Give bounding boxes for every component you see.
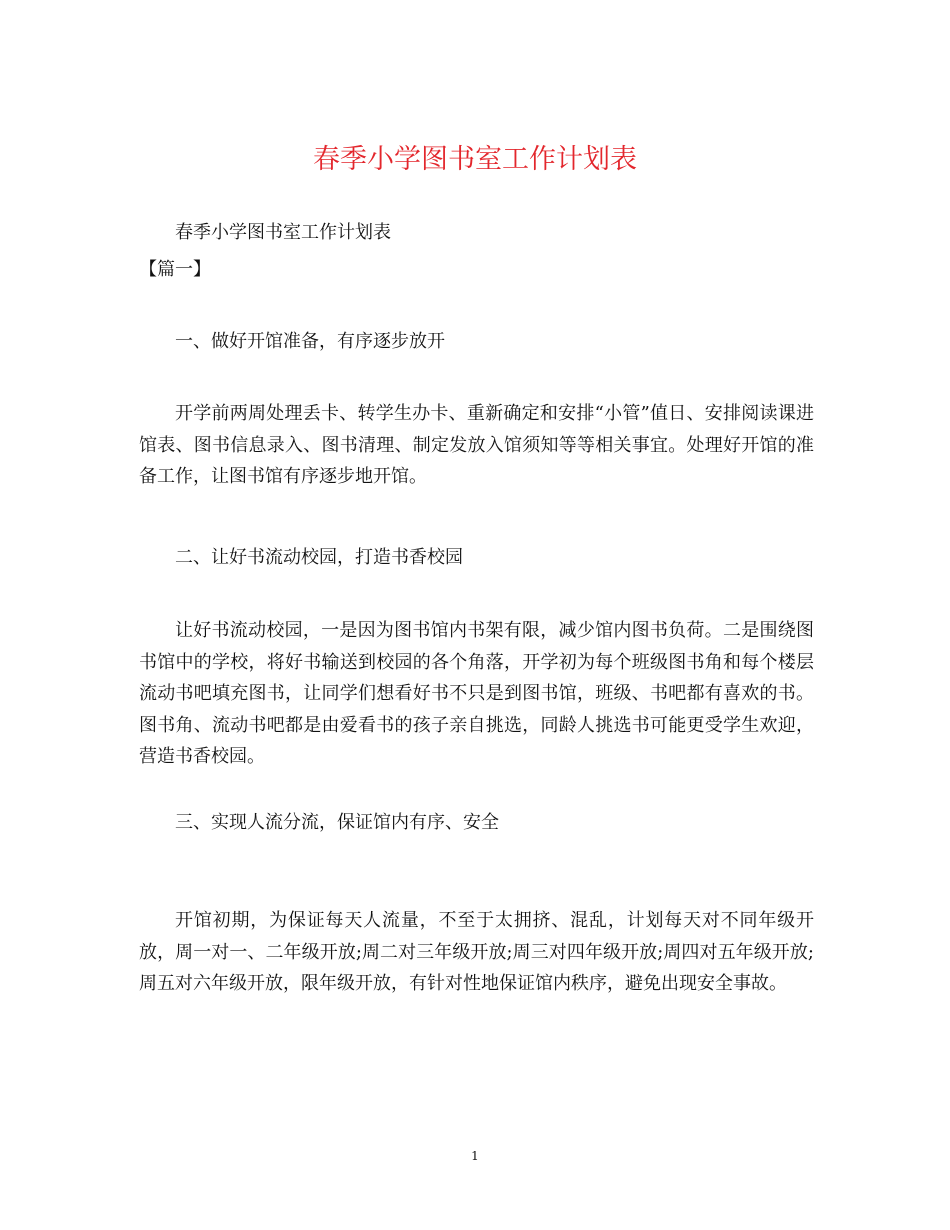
section-marker: 【篇一】 bbox=[139, 259, 211, 280]
section-1-heading: 一、做好开馆准备，有序逐步放开 bbox=[175, 331, 445, 352]
page-number: 1 bbox=[471, 1149, 479, 1163]
section-2-heading: 二、让好书流动校园，打造书香校园 bbox=[175, 547, 463, 568]
section-1-body: 开学前两周处理丢卡、转学生办卡、重新确定和安排“小管”值日、安排阅读课进馆表、图书信息录入、图书清理、制定发放入馆须知等等相关事宜。处理好开馆的准备工作，让图书馆有序逐步地开馆。 bbox=[139, 403, 814, 487]
section-3-heading: 三、实现人流分流，保证馆内有序、安全 bbox=[175, 812, 499, 833]
document-title: 春季小学图书室工作计划表 bbox=[313, 144, 637, 175]
section-3-body: 开馆初期，为保证每天人流量，不至于太拥挤、混乱，计划每天对不同年级开放，周一对一、二年级开放;周二对三年级开放;周三对四年级开放;周四对五年级开放;周五对六年级开放，限年级开放，有针对性地保证馆内秩序，避免出现安全事故。 bbox=[139, 910, 814, 994]
document-subtitle: 春季小学图书室工作计划表 bbox=[175, 222, 391, 243]
section-2-body: 让好书流动校园，一是因为图书馆内书架有限，减少馆内图书负荷。二是围绕图书馆中的学校，将好书输送到校园的各个角落，开学初为每个班级图书角和每个楼层流动书吧填充图书，让同学们想看好书不只是到图书馆，班级、书吧都有喜欢的书。图书角、流动书吧都是由爱看书的孩子亲自挑选，同龄人挑选书可能更受学生欢迎，营造书香校园。 bbox=[139, 620, 814, 767]
